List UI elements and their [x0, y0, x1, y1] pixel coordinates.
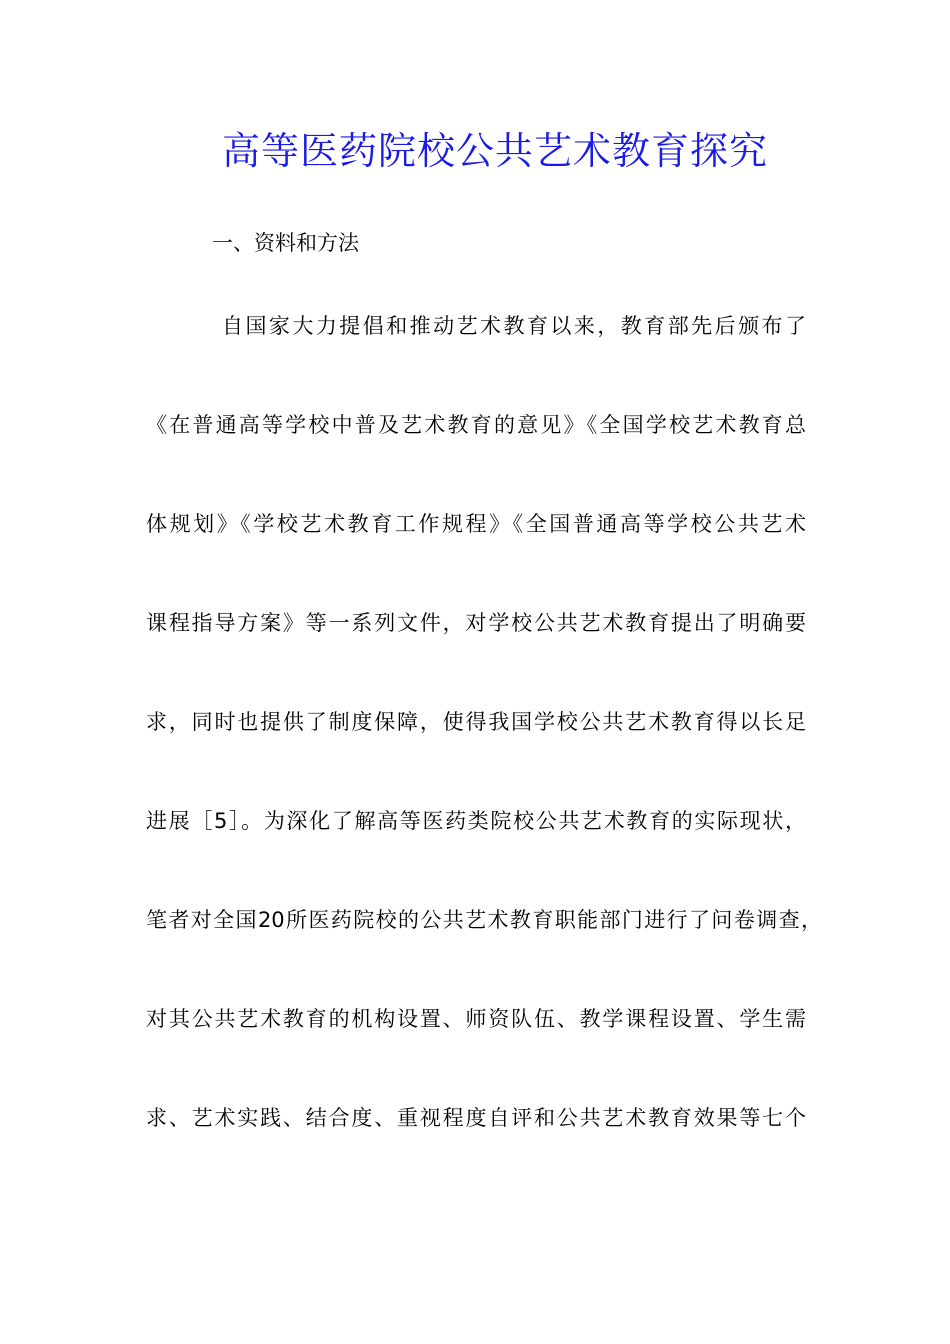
paragraph-line: 进展［5］。为深化了解高等医药类院校公共艺术教育的实际现状，: [146, 809, 806, 833]
document-title: 高等医药院校公共艺术教育探究: [221, 129, 768, 173]
section-heading: 一、资料和方法: [212, 231, 359, 255]
paragraph-line: 求、艺术实践、结合度、重视程度自评和公共艺术教育效果等七个: [146, 1106, 806, 1130]
paragraph-line: 求，同时也提供了制度保障，使得我国学校公共艺术教育得以长足: [146, 710, 806, 734]
paragraph-line: 对其公共艺术教育的机构设置、师资队伍、教学课程设置、学生需: [146, 1007, 806, 1031]
paragraph-line: 《在普通高等学校中普及艺术教育的意见》《全国学校艺术教育总: [146, 413, 806, 437]
paragraph-line: 自国家大力提倡和推动艺术教育以来，教育部先后颁布了: [222, 314, 806, 338]
paragraph-line: 体规划》《学校艺术教育工作规程》《全国普通高等学校公共艺术: [146, 512, 806, 536]
paragraph-line: 笔者对全国20所医药院校的公共艺术教育职能部门进行了问卷调查，: [146, 908, 822, 932]
paragraph-line: 课程指导方案》等一系列文件，对学校公共艺术教育提出了明确要: [146, 611, 806, 635]
